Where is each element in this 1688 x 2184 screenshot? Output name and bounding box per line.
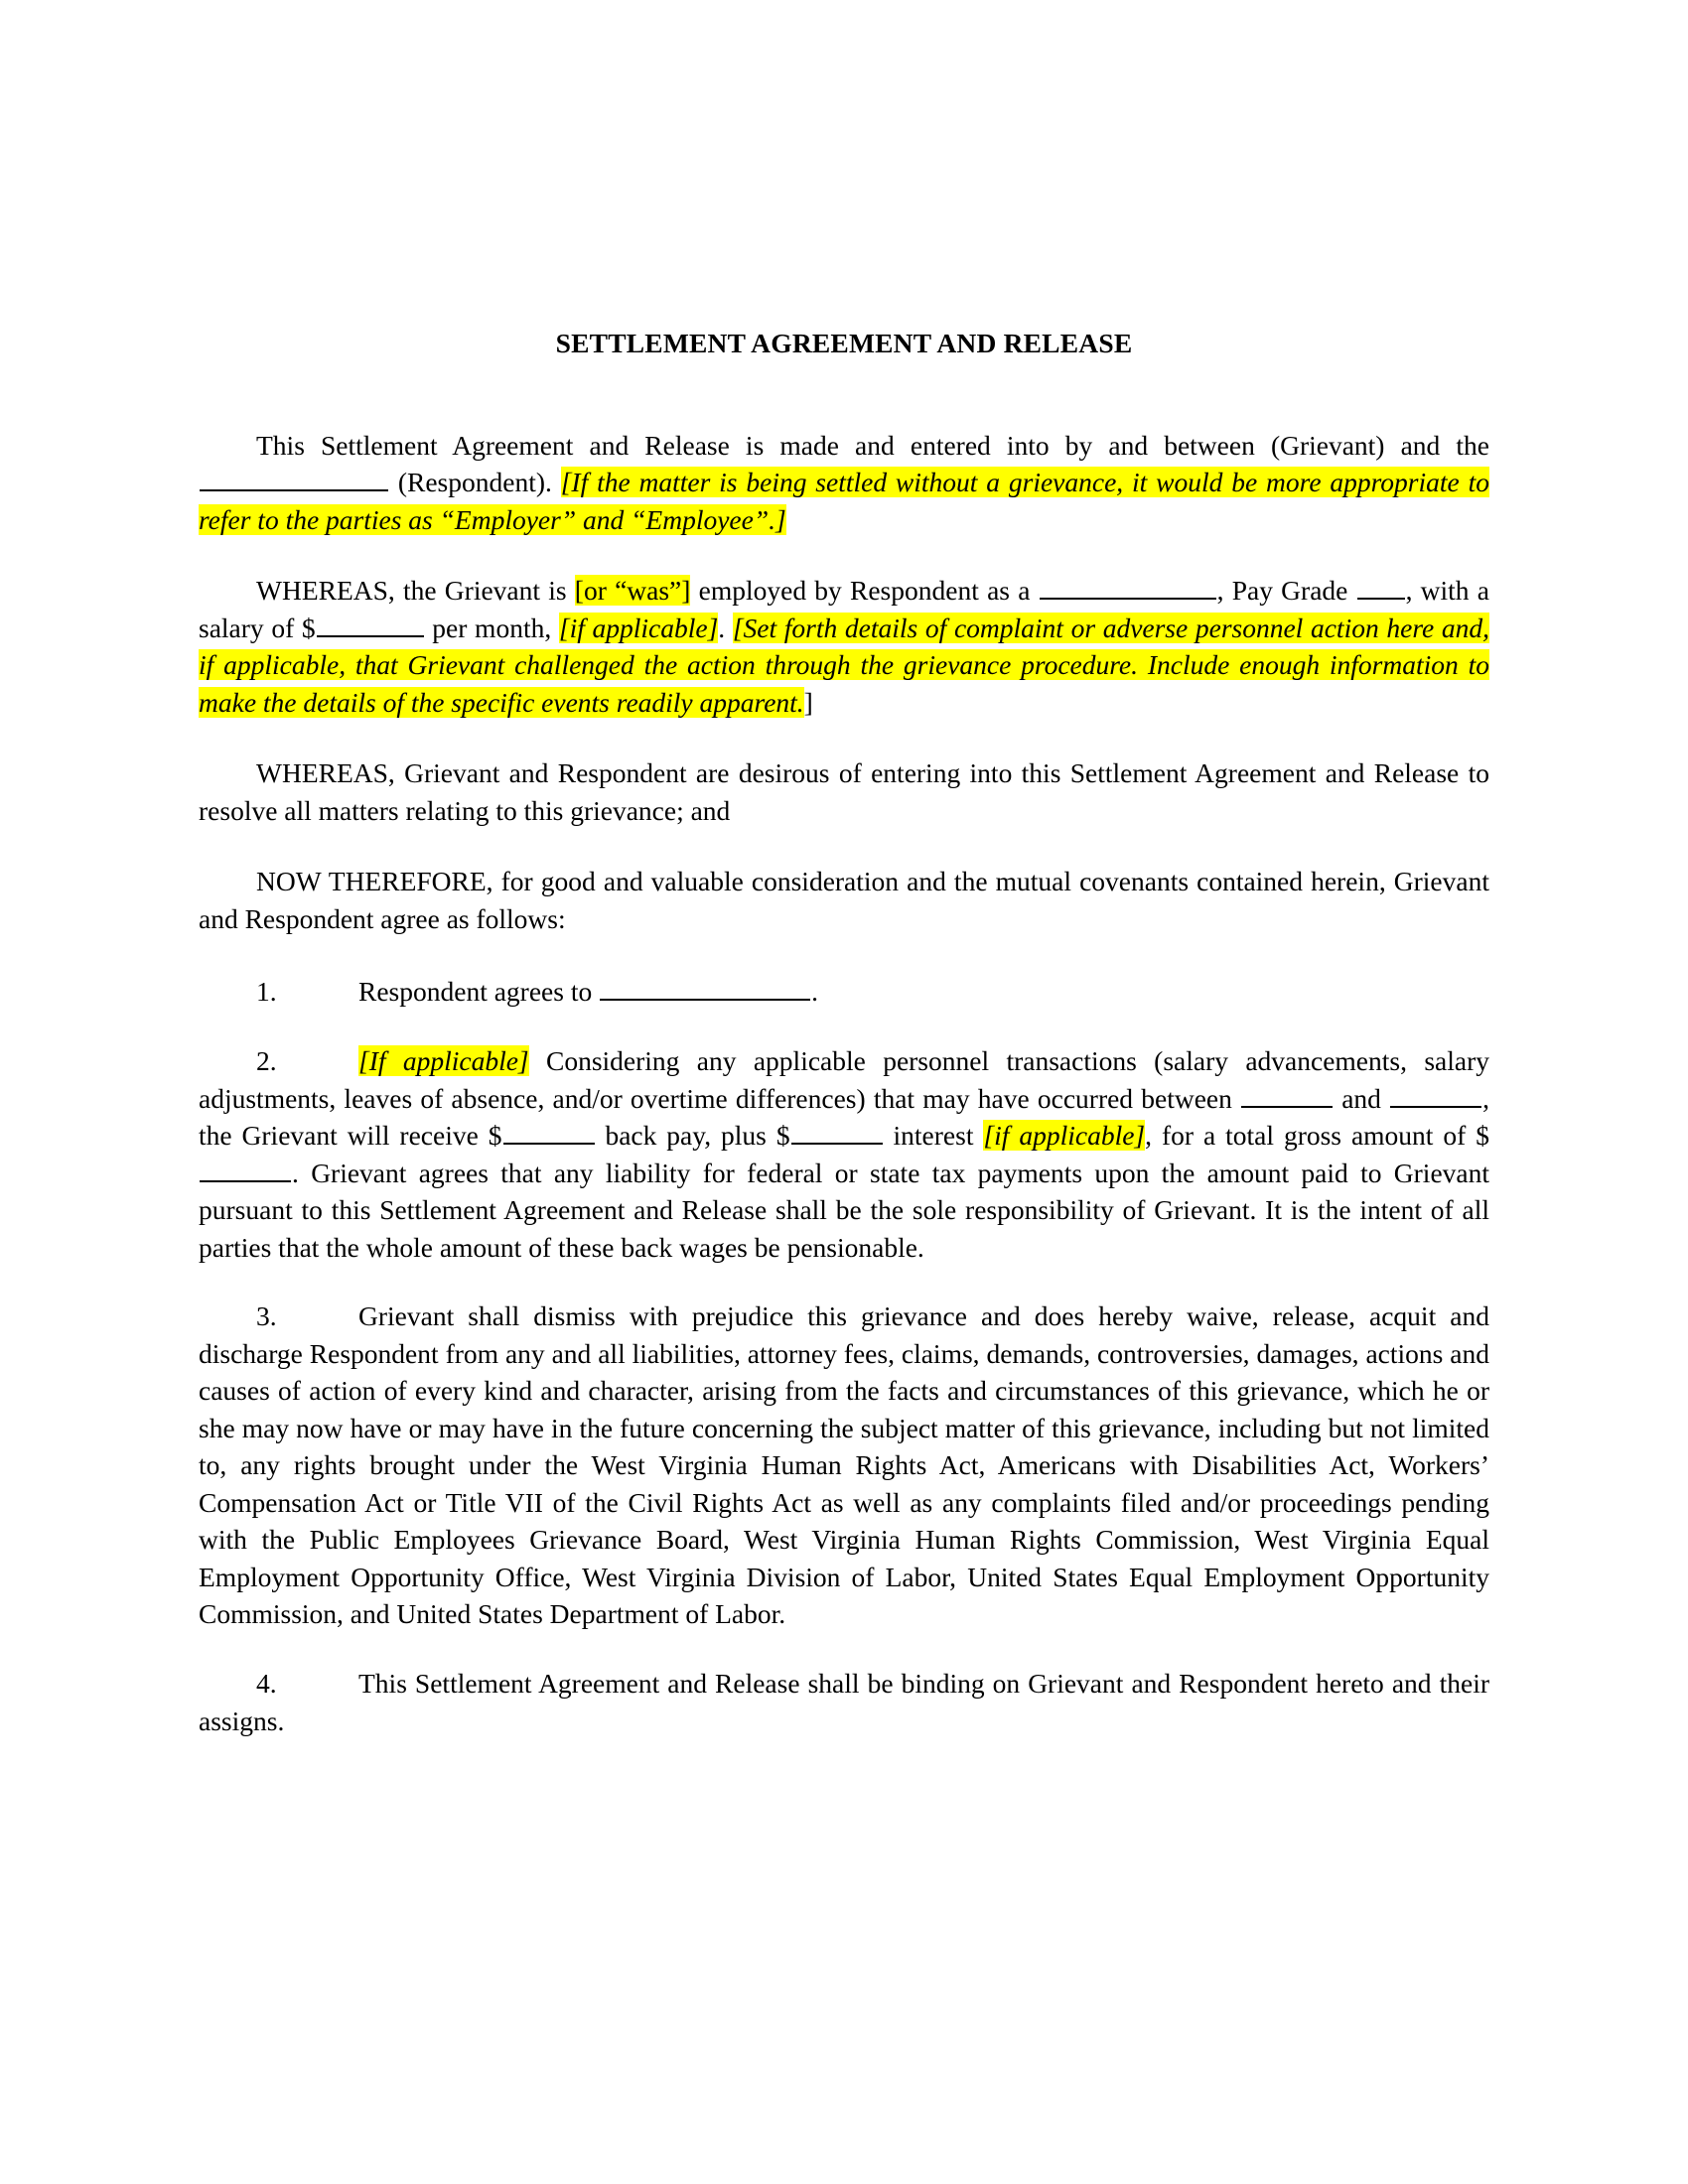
list-item-4	[199, 1665, 1489, 1739]
total-gross-blank-field[interactable]	[200, 1155, 291, 1181]
item2-text-7: . Grievant agrees that any liability for federal or state tax payments upon the amount paid to Grievant pursuant to this Settlement Agreement and Release shall be the sole responsibility of Grievant. It is the intent of all parties that the whole amount of these back wages be pensionable.	[199, 1157, 1489, 1263]
intro-text-3: (Respondent).	[389, 467, 561, 498]
item2-highlight-if-applicable-2: [if applicable]	[983, 1120, 1146, 1152]
whereas1-text-5: per month,	[424, 612, 559, 643]
list-item-1	[199, 973, 1489, 1011]
paragraph-intro	[199, 427, 1489, 539]
paragraph-whereas-1	[199, 572, 1489, 721]
spacer	[199, 1266, 1489, 1297]
item2-text-5: interest	[883, 1120, 984, 1152]
item2-text-3: , the Grievant will receive $	[199, 1082, 1489, 1152]
whereas1-text-7: ]	[803, 686, 813, 718]
whereas1-text-1: WHEREAS, the Grievant is	[256, 575, 575, 607]
item-number: 1.	[256, 976, 277, 1008]
respondent-blank-field[interactable]	[200, 465, 388, 491]
list-item-3	[199, 1297, 1489, 1633]
item-number: 3.	[256, 1300, 277, 1332]
position-blank-field[interactable]	[1040, 573, 1216, 600]
period-start-blank-field[interactable]	[1241, 1080, 1333, 1107]
list-item-2	[199, 1042, 1489, 1266]
spacer	[199, 937, 1489, 973]
whereas1-highlight-instruction: [Set forth details of complaint or adverse personnel action here and, if applicable, that Grievant challenged the action through the grievance procedure. Include enough information to make the details of the specific events readily apparent.	[199, 612, 1489, 718]
salary-blank-field[interactable]	[317, 610, 424, 636]
interest-blank-field[interactable]	[791, 1118, 883, 1145]
item2-text-4: back pay, plus $	[595, 1120, 790, 1152]
intro-highlight-note: [If the matter is being settled without a grievance, it would be more appropriate to refer to the parties as “Employer” and “Employee”.]	[199, 467, 1489, 535]
whereas1-highlight-or-was: [or “was”]	[574, 575, 691, 607]
whereas1-highlight-if-applicable: [if applicable]	[558, 612, 719, 643]
whereas1-text-4: , with a salary of $	[199, 575, 1489, 643]
whereas1-text-6: .	[718, 612, 733, 643]
item-number: 4.	[256, 1667, 277, 1699]
intro-text-1: This Settlement Agreement and Release is made and entered into by and between	[256, 429, 1271, 461]
item1-text-1: Respondent agrees to	[358, 976, 600, 1008]
back-pay-blank-field[interactable]	[503, 1118, 595, 1145]
item2-text-6: , for a total gross amount of $	[1145, 1120, 1489, 1152]
spacer	[199, 1633, 1489, 1665]
item-number: 2.	[256, 1045, 277, 1076]
item1-text-2: .	[811, 976, 818, 1008]
item3-text: Grievant shall dismiss with prejudice this grievance and does hereby waive, release, acquit and discharge Respondent from any and all liabilities, attorney fees, claims, demands, controversies, damages, actions and causes of action of every kind and character, arising from the facts and circumstances of this grievance, which he or she may now have or may have in the future concerning the subject matter of this grievance, including but not limited to, any rights brought under the West Virginia Human Rights Act, Americans with Disabilities Act, Workers’ Compensation Act or Title VII of the Civil Rights Act as well as any complaints filed and/or proceedings pending with the Public Employees Grievance Board, West Virginia Human Rights Commission, West Virginia Equal Employment Opportunity Office, West Virginia Division of Labor, United States Equal Employment Opportunity Commission, and United States Department of Labor.	[199, 1300, 1489, 1630]
whereas1-text-3: , Pay Grade	[1216, 575, 1356, 607]
spacer	[199, 359, 1489, 427]
intro-text-2: (Grievant) and the	[1270, 429, 1489, 461]
spacer	[199, 1011, 1489, 1042]
item2-highlight-if-applicable: [If applicable]	[358, 1045, 529, 1076]
paragraph-whereas-2: WHEREAS, Grievant and Respondent are desirous of entering into this Settlement Agreement and Release to resolve all matters relating to this grievance; and	[199, 757, 1489, 826]
spacer	[199, 829, 1489, 863]
item2-text-2: and	[1334, 1082, 1390, 1114]
item4-text: This Settlement Agreement and Release shall be binding on Grievant and Respondent hereto and their assigns.	[199, 1667, 1489, 1736]
paragraph-now-therefore: NOW THEREFORE, for good and valuable consideration and the mutual covenants contained herein, Grievant and Respondent agree as follows:	[199, 866, 1489, 934]
pay-grade-blank-field[interactable]	[1357, 573, 1405, 600]
period-end-blank-field[interactable]	[1390, 1080, 1481, 1107]
document-body	[199, 0, 1489, 1739]
respondent-agrees-blank-field[interactable]	[600, 974, 810, 1001]
page-title: SETTLEMENT AGREEMENT AND RELEASE	[555, 328, 1133, 358]
whereas1-text-2: employed by Respondent as a	[690, 575, 1039, 607]
item2-text-1: Considering any applicable personnel transactions (salary advancements, salary adjustments, leaves of absence, and/or overtime differences) that may have occurred between	[199, 1045, 1489, 1114]
spacer	[199, 721, 1489, 754]
spacer	[199, 538, 1489, 572]
